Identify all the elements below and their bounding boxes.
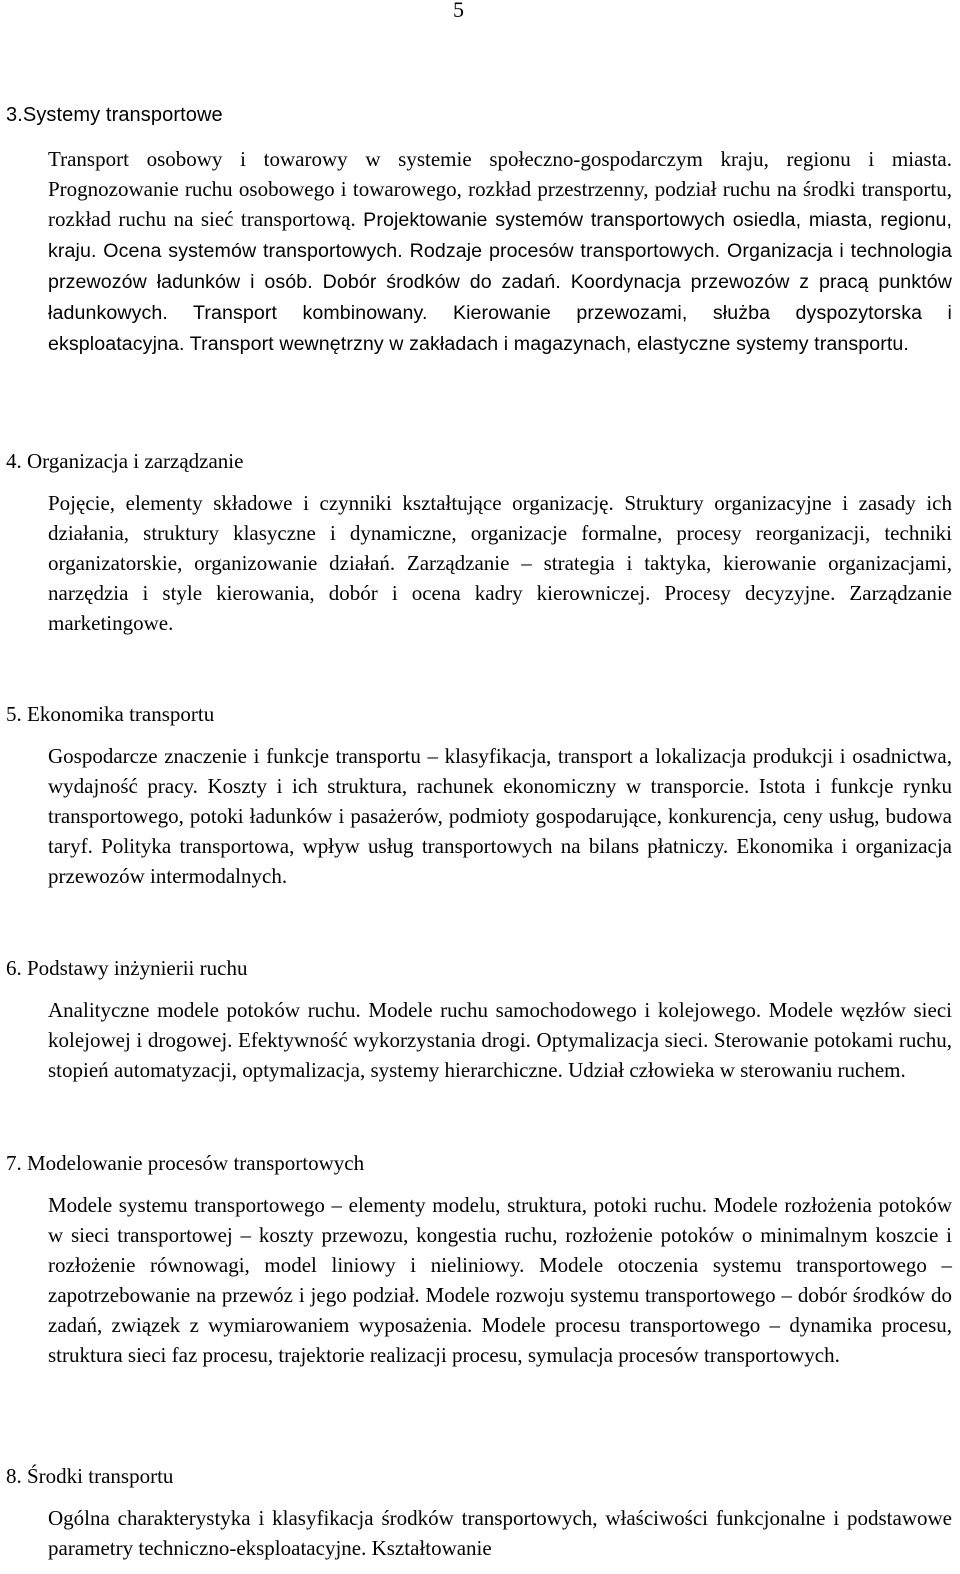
paragraph-text-serif: Ogólna charakterystyka i klasyfikacja środków transportowych, właściwości funkcjonalne i podstawowe parametry techniczno-eksploatacyjne. Kształtowanie	[48, 1506, 952, 1560]
section-heading: 5. Ekonomika transportu	[6, 702, 215, 726]
section-srodki-transportu	[0, 1461, 960, 1563]
paragraph-text-serif: Analityczne modele potoków ruchu. Modele ruchu samochodowego i kolejowego. Modele węzłów sieci kolejowej i drogowej. Efektywność wykorzystania drogi. Optymalizacja sieci. Sterowanie potokami ruchu, stopień automatyzacji, optymalizacja, systemy hierarchiczne. Udział człowieka w sterowaniu ruchem.	[48, 998, 952, 1082]
section-heading: 8. Środki transportu	[6, 1464, 174, 1488]
paragraph-text-sans: Projektowanie systemów transportowych osiedla, miasta, regionu, kraju. Ocena systemów transportowych. Rodzaje procesów transportowych. Organizacja i technologia przewozów ładunków i osób. Dobór środków do zadań. Koordynacja przewozów z pracą punktów ładunkowych. Transport kombinowany. Kierowanie przewozami, służba dyspozytorska i eksploatacyjna. Transport wewnętrzny w zakładach i magazynach, elastyczne systemy transportu.	[48, 209, 952, 355]
section-heading: 7. Modelowanie procesów transportowych	[6, 1151, 365, 1175]
section-systemy-transportowe	[0, 100, 960, 359]
section-paragraph	[0, 488, 952, 638]
section-heading: 6. Podstawy inżynierii ruchu	[6, 956, 248, 980]
section-paragraph	[0, 144, 952, 359]
section-paragraph	[0, 741, 952, 891]
paragraph-text-serif: Modele systemu transportowego – elementy modelu, struktura, potoki ruchu. Modele rozłożenia potoków w sieci transportowej – koszty przewozu, kongestia ruchu, rozłożenie potoków o minimalnym koszcie i rozłożenie równowagi, model liniowy i nieliniowy. Modele otoczenia systemu transportowego – zapotrzebowanie na przewóz i jego podział. Modele rozwoju systemu transportowego – dobór środków do zadań, związek z wymiarowaniem wyposażenia. Modele procesu transportowego – dynamika procesu, struktura sieci faz procesu, trajektorie realizacji procesu, symulacja procesów transportowych.	[48, 1193, 952, 1367]
section-paragraph	[0, 1503, 952, 1563]
page-number: 5	[453, 0, 464, 22]
section-ekonomika-transportu	[0, 699, 960, 891]
section-heading: 3.Systemy transportowe	[6, 104, 223, 126]
section-heading: 4. Organizacja i zarządzanie	[6, 449, 244, 473]
paragraph-text-serif: Pojęcie, elementy składowe i czynniki kształtujące organizację. Struktury organizacyjne i zasady ich działania, struktury klasyczne i dynamiczne, organizacje formalne, procesy reorganizacji, techniki organizatorskie, organizowanie działań. Zarządzanie – strategia i taktyka, kierowanie organizacjami, narzędzia i style kierowania, dobór i ocena kadry kierowniczej. Procesy decyzyjne. Zarządzanie marketingowe.	[48, 491, 952, 635]
section-paragraph	[0, 1190, 952, 1370]
section-organizacja-i-zarzadzanie	[0, 446, 960, 638]
section-paragraph	[0, 995, 952, 1085]
section-modelowanie-procesow-transportowych	[0, 1148, 960, 1370]
section-podstawy-inzynierii-ruchu	[0, 953, 960, 1085]
paragraph-text-serif: Gospodarcze znaczenie i funkcje transportu – klasyfikacja, transport a lokalizacja produkcji i osadnictwa, wydajność pracy. Koszty i ich struktura, rachunek ekonomiczny w transporcie. Istota i funkcje rynku transportowego, potoki ładunków i pasażerów, podmioty gospodarujące, konkurencja, ceny usług, budowa taryf. Polityka transportowa, wpływ usług transportowych na bilans płatniczy. Ekonomika i organizacja przewozów intermodalnych.	[48, 744, 952, 888]
paragraph-text-serif: Transport osobowy i towarowy w systemie społeczno-gospodarczym kraju, regionu i miasta. Prognozowanie ruchu osobowego i towarowego, rozkład przestrzenny, podział ruchu na środki transportu, rozkład ruchu na sieć transportową.	[48, 147, 952, 231]
